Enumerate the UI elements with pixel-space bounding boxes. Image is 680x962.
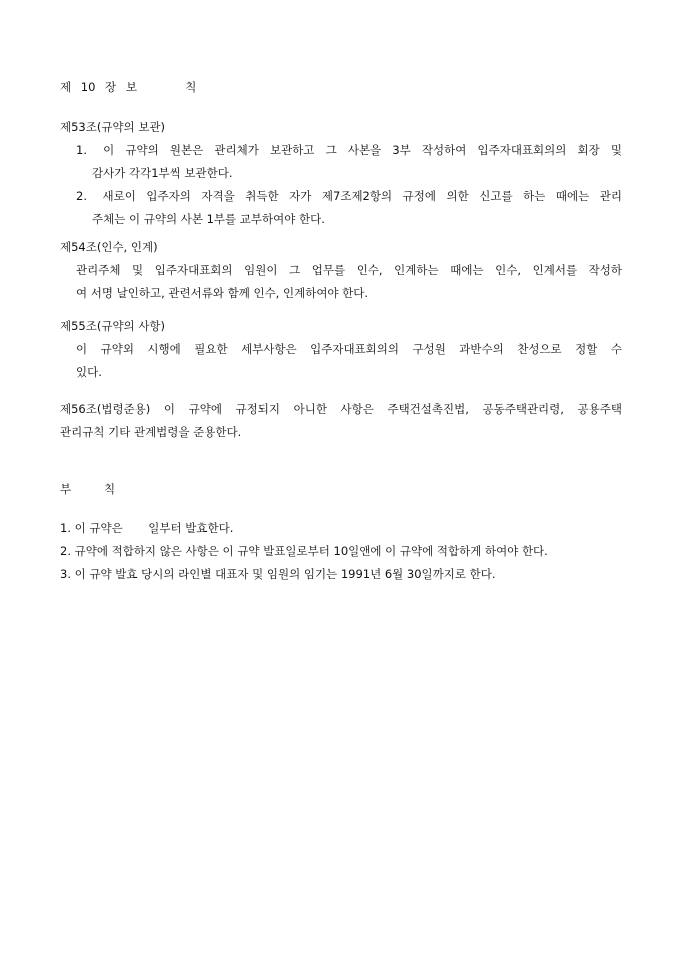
article-56-text-continued: 관리규칙 기타 관계법령을 준용한다. xyxy=(60,425,242,439)
item-text: 이 규약의 원본은 관리체가 보관하고 그 사본을 3부 작성하여 입주자대표회의의 회장 및 xyxy=(103,143,622,157)
item-number: 2. xyxy=(76,189,87,203)
supplement-item-3: 3. 이 규약 발효 당시의 라인별 대표자 및 임원의 임기는 1991년 6월 30일까지로 한다. xyxy=(60,567,496,581)
supplement-item-2: 2. 규약에 적합하지 않은 사항은 이 규약 발표일로부터 10일앤에 이 규약에 적합하게 하여야 한다. xyxy=(60,544,548,558)
article-54-heading: 제54조(인수, 인계) xyxy=(60,240,158,254)
article-54 xyxy=(60,236,622,305)
article-53-item-2 xyxy=(60,185,622,231)
supplement-title: 부 칙 xyxy=(60,482,116,496)
supplement-heading xyxy=(60,478,622,501)
article-53-item-1 xyxy=(60,139,622,185)
item-text-continued: 감사가 각각1부씩 보관한다. xyxy=(92,166,233,180)
document-page xyxy=(60,0,622,962)
article-54-text-continued: 여 서명 날인하고, 관련서류와 함께 인수, 인계하여야 한다. xyxy=(76,286,369,300)
article-53 xyxy=(60,116,622,231)
article-53-heading: 제53조(규약의 보관) xyxy=(60,120,166,134)
article-54-text: 관리주체 및 입주자대표회의 임원이 그 업무를 인수, 인계하는 때에는 인수, 인계서를 작성하 xyxy=(76,263,622,277)
item-text-continued: 주체는 이 규약의 사본 1부를 교부하여야 한다. xyxy=(92,212,325,226)
article-55-text: 이 규약외 시행에 필요한 세부사항은 입주자대표회의의 구성원 과반수의 찬성으로 정할 수 xyxy=(76,342,622,356)
supplement-list xyxy=(60,517,622,586)
article-55 xyxy=(60,315,622,384)
article-56-text: 제56조(법령준용) 이 규약에 규정되지 아니한 사항은 주택건설촉진법, 공동주택관리령, 공용주택 xyxy=(60,402,622,416)
item-text: 새로이 입주자의 자격을 취득한 자가 제7조제2항의 규정에 의한 신고를 하는 때에는 관리 xyxy=(102,189,622,203)
supplement-item-1: 1. 이 규약은 일부터 발효한다. xyxy=(60,521,234,535)
article-55-heading: 제55조(규약의 사항) xyxy=(60,319,166,333)
chapter-title: 제 10 장 보 칙 xyxy=(60,80,197,94)
article-55-text-continued: 있다. xyxy=(76,365,102,379)
item-number: 1. xyxy=(76,143,87,157)
chapter-heading xyxy=(60,76,622,99)
article-56 xyxy=(60,398,622,444)
